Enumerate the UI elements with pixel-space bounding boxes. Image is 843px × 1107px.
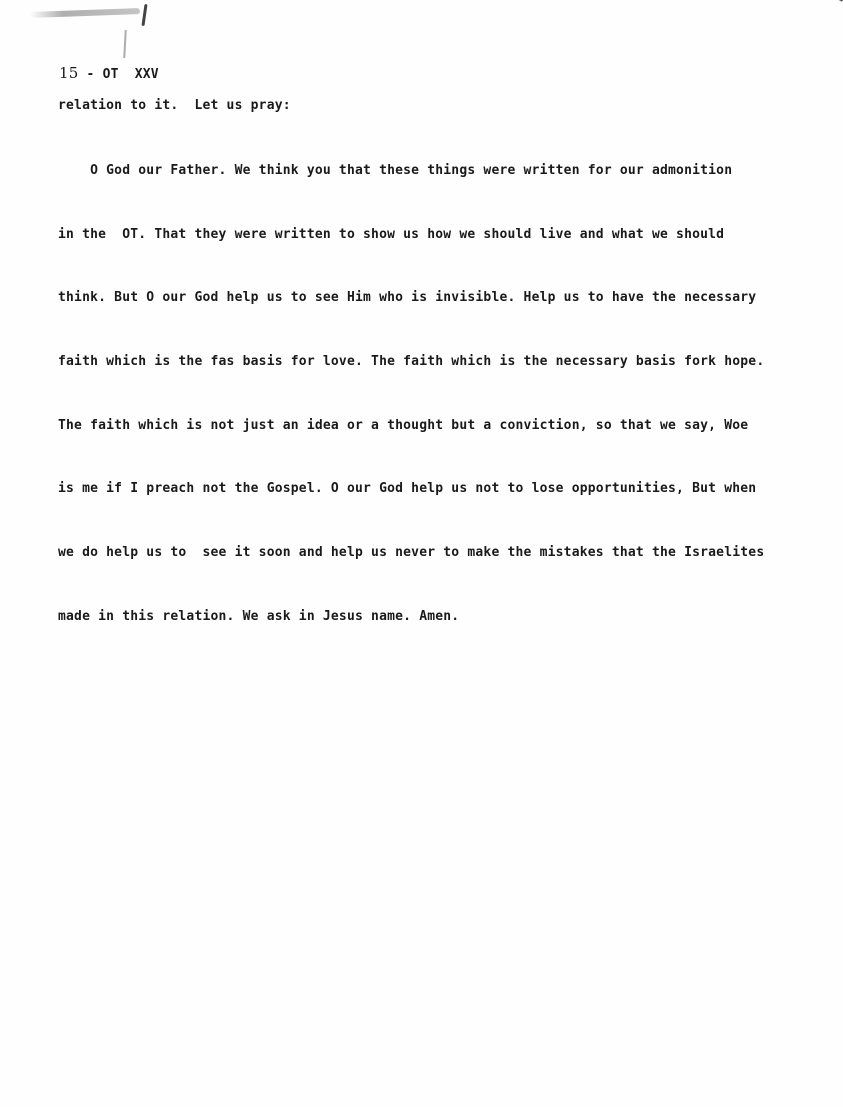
text-line: The faith which is not just an idea or a thought but a conviction, so that we say, Woe xyxy=(58,417,749,433)
ink-smudge xyxy=(30,8,140,18)
text-line: made in this relation. We ask in Jesus name. Amen. xyxy=(58,608,460,624)
text-line: in the OT. That they were written to show us how we should live and what we should xyxy=(58,226,725,242)
page-corner-fold xyxy=(815,0,843,16)
pen-mark-faint xyxy=(123,30,126,58)
page-number: 15 xyxy=(59,64,79,82)
header-section: XXV xyxy=(134,67,159,82)
text-line: O God our Father. We think you that these things were written for our admonition xyxy=(58,163,733,178)
text-line: think. But O our God help us to see Him who is invisible. Help us to have the necessary xyxy=(58,290,757,306)
page-header xyxy=(59,64,159,82)
text-line: we do help us to see it soon and help us never to make the mistakes that the Israelites xyxy=(58,545,765,561)
text-line: is me if I preach not the Gospel. O our God help us not to lose opportunities, But when xyxy=(58,481,757,497)
text-line: faith which is the fas basis for love. The faith which is the necessary basis fork hope. xyxy=(58,354,765,370)
pen-mark xyxy=(141,4,147,26)
header-label: OT xyxy=(102,67,119,82)
lead-line: relation to it. Let us pray: xyxy=(58,98,291,113)
prayer-text xyxy=(58,132,764,672)
header-separator: - xyxy=(86,67,95,82)
